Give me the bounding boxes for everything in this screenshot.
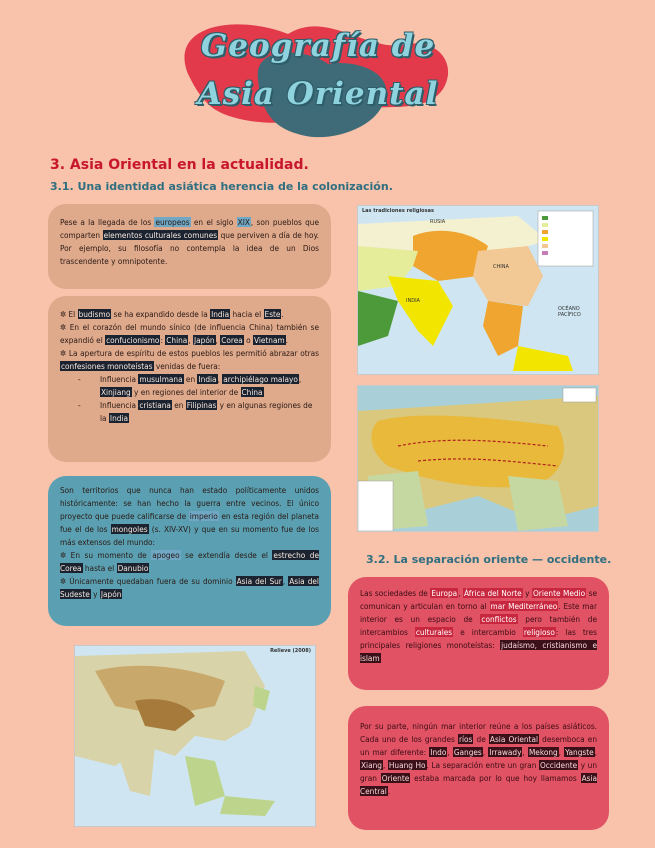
- paragraph: Por su parte, ningún mar interior reúne a los países asiáticos. Cada uno de los grandes ríos de Asia Oriental desemboca en un mar diferente: Indo, Ganges, Irrawady, Mekong, Yangste, Xiang, Huang Ho. La separación entre un gran Occidente y un gran Oriente estaba marcada por lo que hoy llamamos Asia Central.: [360, 721, 598, 796]
- list-item: - Influencia cristiana en Filipinas y en algunas regiones de la India: [100, 399, 319, 425]
- subsection-title-3-1: 3.1. Una identidad asiática herencia de la colonización.: [50, 180, 393, 193]
- subsection-title-3-2: 3.2. La separación oriente — occidente.: [366, 553, 612, 566]
- map-title: Relieve (2008): [270, 648, 311, 654]
- relief-map-image: [74, 645, 316, 827]
- paragraph: ✲ En su momento de apogeo se extendía desde el estrecho de Corea hasta el Danubio: [60, 550, 319, 573]
- mongol-empire-map-image: [357, 385, 599, 532]
- map-label-china: CHINA: [493, 264, 509, 270]
- text-box-colonization: [48, 204, 331, 289]
- map-label-pacifico: OCÉANO PACÍFICO: [558, 306, 581, 318]
- text-box-mediterranean: [348, 577, 609, 690]
- paragraph-budismo: ✲ El budismo se ha expandido desde la India hacia el Este.: [60, 309, 284, 319]
- section-title: 3. Asia Oriental en la actualidad.: [50, 157, 309, 173]
- mongol-map-graphic: [358, 386, 598, 531]
- paragraph: Las sociedades de Europa, África del Norte y Oriente Medio se comunican y articulan en torno al mar Mediterráneo. Este mar interior es un espacio de conflictos pero también de intercambios culturales e intercambio religioso: las tres principales religiones monoteístas: judaísmo, cristianismo e islam: [360, 588, 597, 663]
- paragraph: ✲ Únicamente quedaban fuera de su dominio Asia del Sur, Asia del Sudeste y Japón: [60, 576, 319, 599]
- paragraph-monoteistas: ✲ La apertura de espíritu de estos pueblos les permitió abrazar otras confesiones monoteístas venidas de fuera:: [60, 348, 319, 371]
- map-label-india: INDIA: [406, 298, 420, 304]
- list-item: - Influencia musulmana en India, archipiélago malayo, Xinjiang y en regiones del interior de China: [100, 373, 319, 399]
- text-box-religions: [48, 296, 331, 462]
- influence-list: [60, 373, 319, 425]
- paragraph: Son territorios que nunca han estado políticamente unidos históricamente: se han hecho la guerra entre vecinos. El único proyecto que puede calificarse de imperio en esta región del planeta fue el de los mongoles (s. XIV-XV) y que en su momento fue de los más extensos del mundo:: [60, 485, 319, 547]
- page-title: [168, 22, 468, 118]
- text-box-asian-rivers: [348, 706, 609, 830]
- text-box-mongol-empire: [48, 476, 331, 626]
- title-line-1: Geografía de: [200, 28, 436, 64]
- map-title: Las tradiciones religiosas: [362, 208, 434, 214]
- title-banner: [168, 4, 468, 144]
- paragraph-confucionismo: ✲ En el corazón del mundo sínico (de influencia China) también se expandió el confucionismo: China, Japón, Corea o Vietnam.: [60, 322, 319, 345]
- religion-map-graphic: [358, 206, 598, 374]
- relief-map-graphic: [75, 646, 315, 826]
- map-label-rusia: RUSIA: [430, 219, 446, 225]
- religion-map-image: [357, 205, 599, 375]
- title-line-2: Asia Oriental: [197, 76, 439, 112]
- paragraph: Pese a la llegada de los europeos en el siglo XIX, son pueblos que comparten elementos culturales comunes que perviven a día de hoy. Por ejemplo, su filosofía no contempla la idea de un Dios trascendente y omnipotente.: [60, 217, 320, 266]
